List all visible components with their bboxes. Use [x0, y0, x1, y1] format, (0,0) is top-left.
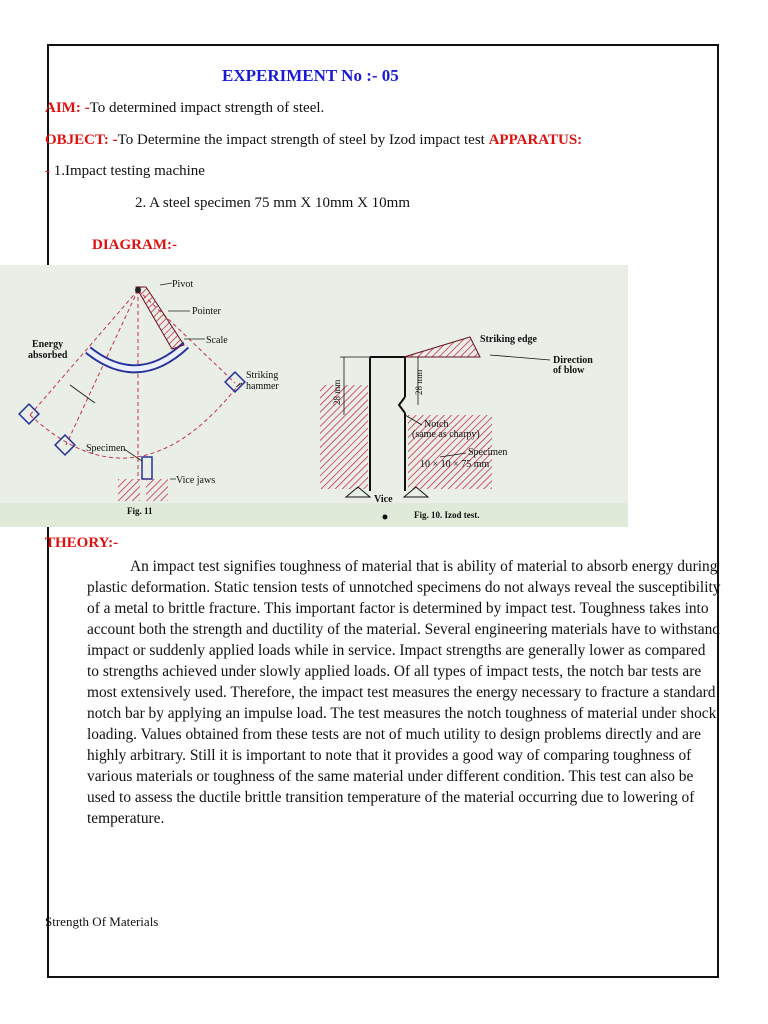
striking-edge-label: Striking edge — [480, 334, 537, 345]
hammer-label: hammer — [246, 381, 279, 392]
of-blow-label: of blow — [553, 365, 585, 376]
object-label: OBJECT: - — [45, 132, 118, 148]
notch-sub-label: (same as charpy) — [412, 429, 480, 440]
striking-label: Striking — [246, 370, 279, 381]
energy-label: Energy — [32, 339, 64, 350]
aim-label: AIM: - — [45, 100, 90, 116]
notch-label: Notch — [424, 419, 449, 430]
fig10-caption: Fig. 10. Izod test. — [414, 510, 480, 520]
apparatus-item-1-text: 1.Impact testing machine — [53, 163, 205, 179]
theory-paragraph: An impact test signifies toughness of material that is ability of material to absorb energy during plastic deformation. Static tension tests of unnotched specimens do not always reveal the susceptibility of a metal to brittle fracture. This important factor is determined by impact test. Toughness takes into account both the strength and ductility of the material. Several engineering materials have to withstand impact or suddenly applied loads while in service. Impact strengths are generally lower as compared to strengths achieved under slowly applied loads. Of all types of impact tests, the notch bar tests are most extensively used. Therefore, the impact test measures the energy necessary to fracture a standard notch bar by applying an impulse load. The test measures the notch toughness of material under shock loading. Values obtained from these tests are not of much utility to design problems directly and are highly arbitrary. Still it is important to note that it provides a good way of comparing toughness of various materials or toughness of the same material under different condition. This test can also be used to assess the ductile brittle transition temperature of the material occurring due to lowering of temperature. — [87, 558, 721, 827]
diagram-label: DIAGRAM:- — [92, 237, 177, 253]
dim-left-label: 28 mm — [332, 379, 342, 405]
apparatus-label: APPARATUS: — [488, 132, 583, 148]
page-title: EXPERIMENT No :- 05 — [222, 66, 399, 85]
specimen-size-label: 10 × 10 × 75 mm — [420, 459, 490, 470]
izod-diagram — [0, 265, 628, 527]
object-line — [45, 132, 582, 149]
apparatus-dash: - — [45, 163, 50, 179]
scale-label: Scale — [206, 335, 228, 346]
aim-text: To determined impact strength of steel. — [89, 100, 325, 116]
object-text: To Determine the impact strength of steel by Izod impact test — [117, 132, 485, 148]
diagram-image — [0, 265, 628, 527]
vice-jaws-label: Vice jaws — [176, 475, 216, 486]
absorbed-label: absorbed — [28, 350, 68, 361]
direction-label: Direction — [553, 355, 593, 366]
apparatus-item-1 — [45, 163, 205, 180]
footer-text: Strength Of Materials — [45, 914, 159, 929]
specimen-label-fig10: Specimen — [468, 447, 508, 458]
vice-label: Vice — [374, 494, 393, 505]
dim-right-label: 28 mm — [414, 369, 424, 395]
theory-label: THEORY:- — [45, 535, 119, 551]
aim-line — [45, 100, 324, 117]
fig11-caption: Fig. 11 — [127, 506, 153, 516]
apparatus-item-2: 2. A steel specimen 75 mm X 10mm X 10mm — [135, 195, 410, 211]
pivot-label: Pivot — [172, 279, 194, 290]
pointer-label: Pointer — [192, 306, 221, 317]
specimen-label: Specimen — [86, 443, 126, 454]
